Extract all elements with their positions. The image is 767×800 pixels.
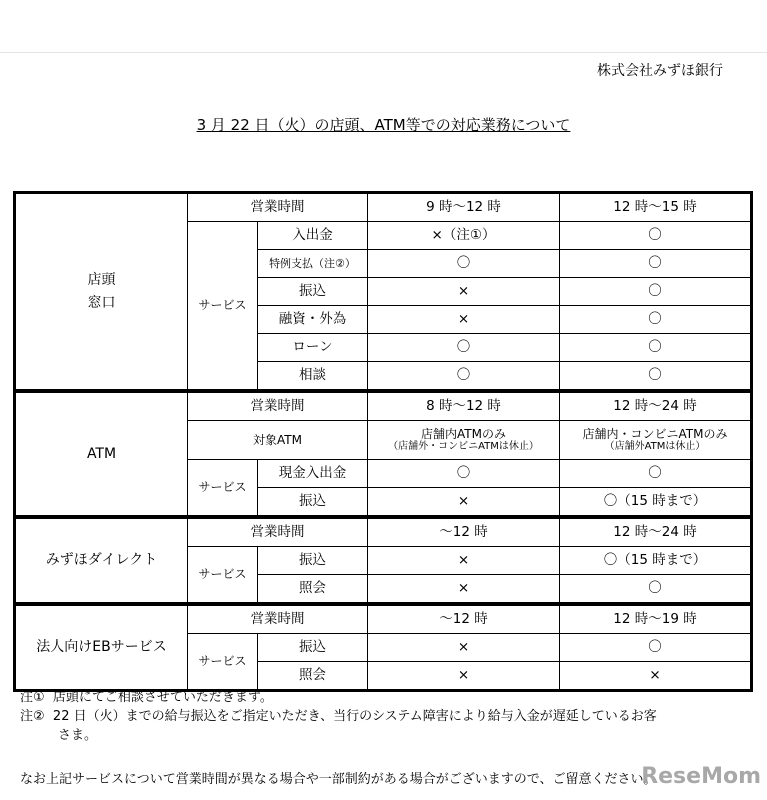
service-table <box>13 191 750 692</box>
table-row <box>15 606 752 634</box>
notes <box>20 688 657 745</box>
section-label <box>15 519 188 604</box>
table-row <box>15 519 752 547</box>
top-divider <box>0 52 767 53</box>
target-atm: 店舗内ATMのみ <box>421 426 506 441</box>
table-cell: 〇（15 時まで） <box>560 547 752 575</box>
table-cell: 〇 <box>560 362 752 391</box>
note-mark: 注② <box>20 709 45 724</box>
table-cell: 〇 <box>560 222 752 250</box>
target-atm-note: （店舗外・コンビニATMは休止） <box>388 441 539 453</box>
table-cell: 対象ATM <box>188 421 368 460</box>
section-label-line: ATM <box>86 445 117 462</box>
table-cell: × <box>368 547 560 575</box>
target-atm: 店舗内・コンビニATMのみ <box>582 426 728 441</box>
table-cell: 振込 <box>258 278 368 306</box>
table-cell: ×（注①） <box>368 222 560 250</box>
note-text: 店頭にてご相談させていただきます。 <box>52 690 273 705</box>
table-cell: 振込 <box>258 488 368 517</box>
table-row <box>15 393 752 421</box>
company-name: 株式会社みずほ銀行 <box>597 63 723 79</box>
table-cell: 営業時間 <box>188 519 368 547</box>
section-table <box>13 392 753 518</box>
note-text-cont: さま。 <box>58 728 98 743</box>
table-cell <box>560 421 752 460</box>
table-cell: × <box>560 662 752 691</box>
table-cell: 現金入出金 <box>258 460 368 488</box>
section-label-line: 店頭 <box>87 271 116 288</box>
table-cell: 融資・外為 <box>258 306 368 334</box>
table-cell: 〇（15 時まで） <box>560 488 752 517</box>
table-cell: 〇 <box>560 460 752 488</box>
section-table <box>13 518 753 605</box>
table-cell: ～12 時 <box>368 606 560 634</box>
table-cell: ～12 時 <box>368 519 560 547</box>
table-cell: 営業時間 <box>188 393 368 421</box>
table-cell: 営業時間 <box>188 606 368 634</box>
table-row <box>15 193 752 222</box>
table-cell: サービス <box>188 547 258 604</box>
table-cell <box>368 421 560 460</box>
section-label-line: 法人向けEBサービス <box>36 639 167 656</box>
table-cell: 12 時～19 時 <box>560 606 752 634</box>
table-cell: × <box>368 575 560 604</box>
table-cell: 〇 <box>560 575 752 604</box>
note-text: 22 日（火）までの給与振込をご指定いただき、当行のシステム障害により給与入金が遅延しているお客 <box>52 709 657 724</box>
note-2 <box>20 707 657 726</box>
page-title: 3 月 22 日（火）の店頭、ATM等での対応業務について <box>196 116 571 134</box>
section-label <box>15 193 188 391</box>
table-cell: 〇 <box>560 334 752 362</box>
section-table <box>13 605 753 692</box>
section-label <box>15 606 188 691</box>
table-cell: 照会 <box>258 662 368 691</box>
table-cell: × <box>368 488 560 517</box>
table-cell: ローン <box>258 334 368 362</box>
section-label-line: みずほダイレクト <box>45 552 158 569</box>
target-atm-note: （店舗外ATMは休止） <box>604 441 706 453</box>
table-cell: 〇 <box>560 306 752 334</box>
table-cell: 〇 <box>560 250 752 278</box>
table-cell: 12 時～15 時 <box>560 193 752 222</box>
table-cell: 12 時～24 時 <box>560 519 752 547</box>
table-cell: 特例支払（注②） <box>258 250 368 278</box>
table-cell: × <box>368 634 560 662</box>
section-label <box>15 393 188 517</box>
table-cell: 〇 <box>560 278 752 306</box>
table-cell: サービス <box>188 222 258 391</box>
table-cell: × <box>368 306 560 334</box>
table-cell: 営業時間 <box>188 193 368 222</box>
table-cell: × <box>368 662 560 691</box>
table-cell: 〇 <box>368 362 560 391</box>
table-cell: 相談 <box>258 362 368 391</box>
table-cell: 12 時～24 時 <box>560 393 752 421</box>
section-label-line: 窓口 <box>87 294 116 311</box>
table-cell: 振込 <box>258 634 368 662</box>
table-cell: 9 時～12 時 <box>368 193 560 222</box>
table-cell: サービス <box>188 460 258 517</box>
table-cell: 〇 <box>560 634 752 662</box>
table-cell: サービス <box>188 634 258 691</box>
table-cell: 照会 <box>258 575 368 604</box>
table-cell: 入出金 <box>258 222 368 250</box>
table-cell: 8 時～12 時 <box>368 393 560 421</box>
table-cell: 〇 <box>368 334 560 362</box>
table-cell: 〇 <box>368 250 560 278</box>
table-cell: × <box>368 278 560 306</box>
footer-note: なお上記サービスについて営業時間が異なる場合や一部制約がある場合がございますので、ご留意ください。 <box>20 772 657 787</box>
section-table <box>13 191 753 392</box>
table-cell: 〇 <box>368 460 560 488</box>
note-mark: 注① <box>20 690 45 705</box>
table-cell: 振込 <box>258 547 368 575</box>
note-1 <box>20 688 657 707</box>
watermark-logo: ReseMom <box>641 764 761 789</box>
